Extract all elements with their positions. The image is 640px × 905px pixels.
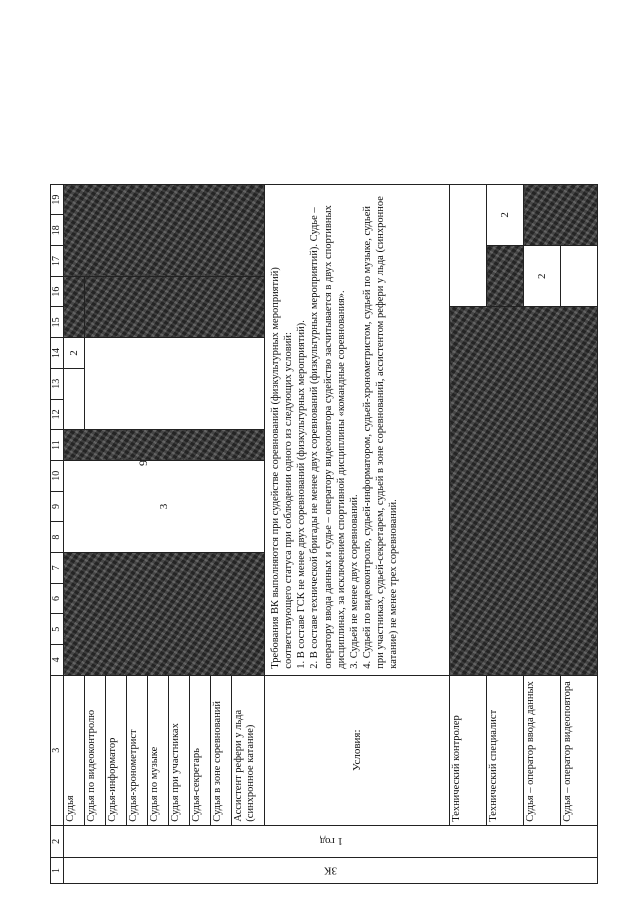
shaded-cell — [64, 430, 265, 461]
shaded-cell — [524, 184, 598, 245]
header-cell: 6 — [51, 583, 64, 614]
value-cell: 2 — [64, 338, 85, 369]
page-number: 9 — [136, 460, 150, 466]
role-label: Судья-секретарь — [190, 675, 211, 825]
role-label: Судья – оператор видеоповтора — [561, 675, 598, 825]
header-cell: 1 — [51, 858, 64, 884]
header-cell: 11 — [51, 430, 64, 461]
conditions-label: Условия: — [265, 675, 450, 825]
shaded-cell — [64, 276, 85, 337]
header-cell: 5 — [51, 614, 64, 645]
value-cell: 3 — [64, 460, 265, 552]
empty-cell — [450, 184, 487, 307]
shaded-cell — [64, 552, 265, 675]
header-cell: 14 — [51, 338, 64, 369]
empty-cell — [85, 338, 265, 430]
conditions-text — [265, 184, 450, 675]
section-code: ЗК — [64, 858, 598, 884]
value-cell: 2 — [524, 246, 561, 307]
role-label: Судья по видеоконтролю — [85, 675, 106, 825]
header-cell: 2 — [51, 825, 64, 857]
year-label: 1 год — [64, 825, 598, 857]
condition-paragraph: 1. В составе ГСК не менее двух соревнований (физкультурных мероприятий). — [296, 320, 308, 669]
value-cell: 2 — [487, 184, 524, 245]
role-label: Ассистент рефери у льда (синхронное катание) — [232, 675, 265, 825]
header-cell: 19 — [51, 184, 64, 215]
header-cell: 16 — [51, 276, 64, 307]
header-cell: 18 — [51, 215, 64, 246]
shaded-cell — [64, 184, 265, 276]
empty-cell — [64, 368, 85, 429]
condition-paragraph: 4. Судьей по видеоконтролю, судьей-информатором, судьей-хронометристом, судьей по музыке, судьей при участниках, судьей-секретарем, судьей в зоне соревнований, ассистентом рефери у льда (синхронное катание) не менее трех соревнований. — [361, 196, 400, 669]
header-cell: 12 — [51, 399, 64, 430]
shaded-cell — [85, 276, 265, 337]
role-label: Судья в зоне соревнований — [211, 675, 232, 825]
empty-cell — [561, 246, 598, 307]
role-label: Технический контролер — [450, 675, 487, 825]
header-cell: 8 — [51, 522, 64, 553]
role-label: Судья-информатор — [106, 675, 127, 825]
header-cell: 3 — [51, 675, 64, 825]
table-row — [64, 184, 85, 883]
shaded-cell — [487, 246, 524, 307]
role-label: Судья – оператор ввода данных — [524, 675, 561, 825]
role-label: Судья-хронометрист — [127, 675, 148, 825]
role-label: Судья при участниках — [169, 675, 190, 825]
condition-paragraph: 3. Судьей не менее двух соревнований. — [348, 494, 360, 669]
condition-paragraph: Требования ВК выполняются при судействе соревнований (физкультурных мероприятий) соответствующего статуса при соблюдении одного из следующих условий: — [270, 267, 295, 669]
qualification-table — [50, 184, 598, 884]
header-cell: 4 — [51, 645, 64, 676]
table-row — [450, 184, 487, 883]
shaded-cell — [450, 307, 598, 675]
document-sheet — [20, 14, 620, 894]
header-row — [51, 184, 64, 883]
header-cell: 15 — [51, 307, 64, 338]
header-cell: 9 — [51, 491, 64, 522]
header-cell: 7 — [51, 552, 64, 583]
role-label: Технический специалист — [487, 675, 524, 825]
role-label: Судья — [64, 675, 85, 825]
header-cell: 10 — [51, 460, 64, 491]
header-cell: 13 — [51, 368, 64, 399]
header-cell: 17 — [51, 246, 64, 277]
conditions-row — [265, 184, 450, 883]
role-label: Судья по музыке — [148, 675, 169, 825]
condition-paragraph: 2. В составе технической бригады не менее двух соревнований (физкультурных мероприятий). Судье – оператору ввода данных и судье – оператору видеоповтора судейство засчитывается в двух спортивных дисциплинах, за исключением спортивной дисциплины «командные соревнования». — [309, 205, 347, 669]
